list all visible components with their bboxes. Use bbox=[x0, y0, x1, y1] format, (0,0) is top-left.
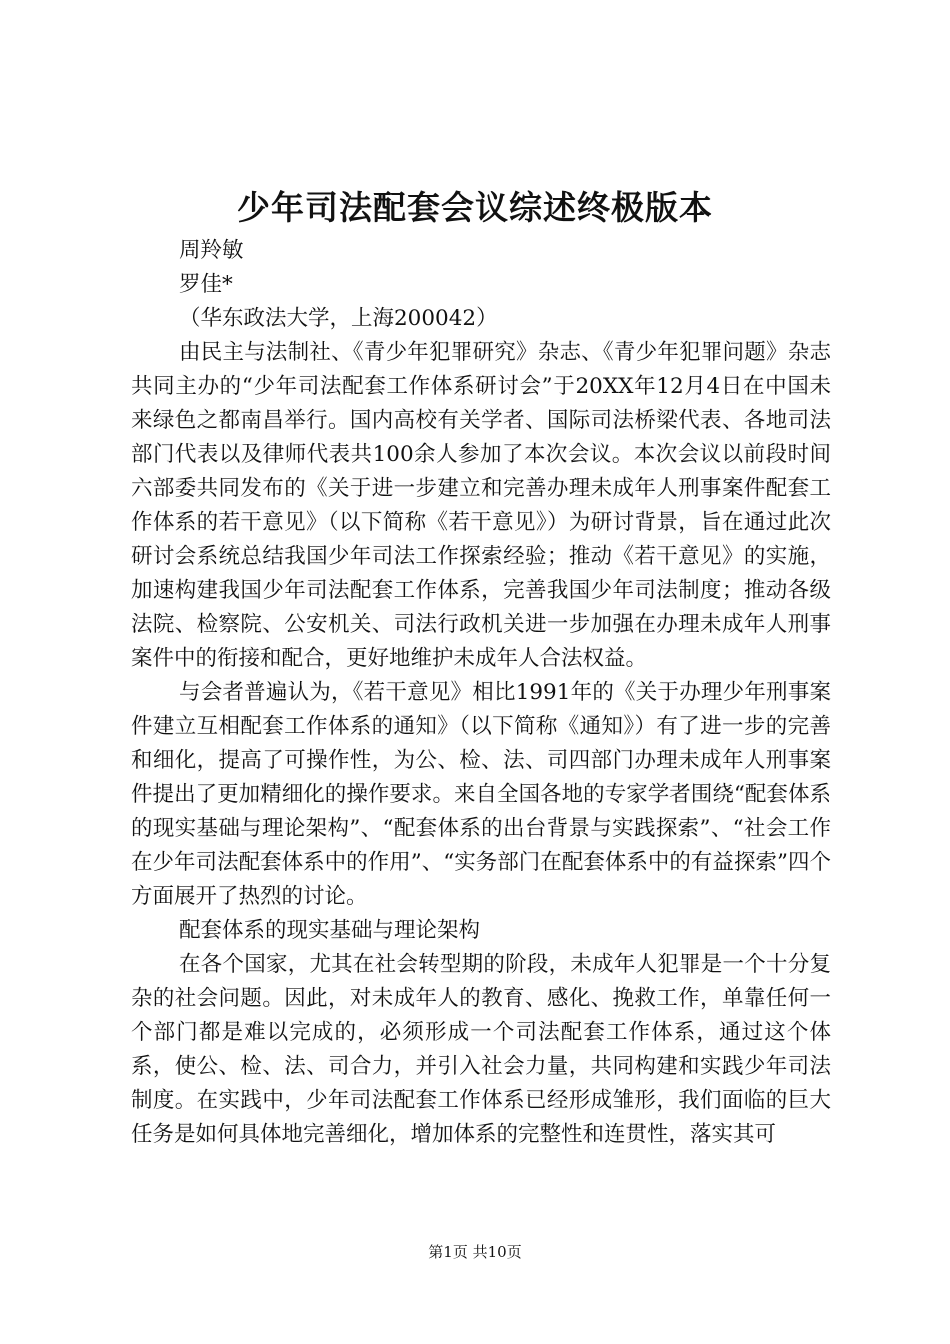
author-name: 罗佳* bbox=[179, 272, 233, 297]
body-paragraph: 在各个国家，尤其在社会转型期的阶段，未成年人犯罪是一个十分复杂的社会问题。因此，对未成年人的教育、感化、挽救工作，单靠任何一个部门都是难以完成的，必须形成一个司法配套工作体系，通过这个体系，使公、检、法、司合力，并引入社会力量，共同构建和实践少年司法制度。在实践中，少年司法配套工作体系已经形成雏形，我们面临的巨大任务是如何具体地完善细化，增加体系的完整性和连贯性，落实其可 bbox=[131, 952, 831, 1147]
page-number: 第1页 共10页 bbox=[428, 1243, 522, 1261]
section-heading: 配套体系的现实基础与理论架构 bbox=[179, 918, 481, 943]
affiliation: （华东政法大学，上海200042） bbox=[179, 306, 498, 331]
body-paragraph: 由民主与法制社、《青少年犯罪研究》杂志、《青少年犯罪问题》杂志共同主办的“少年司法配套工作体系研讨会”于20XX年12月4日在中国未来绿色之都南昌举行。国内高校有关学者、国际司法桥梁代表、各地司法部门代表以及律师代表共100余人参加了本次会议。本次会议以前段时间六部委共同发布的《关于进一步建立和完善办理未成年人刑事案件配套工作体系的若干意见》（以下简称《若干意见》）为研讨背景，旨在通过此次研讨会系统总结我国少年司法工作探索经验；推动《若干意见》的实施，加速构建我国少年司法配套工作体系，完善我国少年司法制度；推动各级法院、检察院、公安机关、司法行政机关进一步加强在办理未成年人刑事案件中的衔接和配合，更好地维护未成年人合法权益。 bbox=[131, 340, 831, 671]
body-paragraph: 与会者普遍认为，《若干意见》相比1991年的《关于办理少年刑事案件建立互相配套工作体系的通知》（以下简称《通知》）有了进一步的完善和细化，提高了可操作性，为公、检、法、司四部门办理未成年人刑事案件提出了更加精细化的操作要求。来自全国各地的专家学者围绕“配套体系的现实基础与理论架构”、“配套体系的出台背景与实践探索”、“社会工作在少年司法配套体系中的作用”、“实务部门在配套体系中的有益探索”四个方面展开了热烈的讨论。 bbox=[131, 680, 831, 909]
document-title: 少年司法配套会议综述终极版本 bbox=[237, 188, 713, 227]
author-name: 周羚敏 bbox=[179, 238, 244, 263]
document-body bbox=[131, 234, 831, 1152]
